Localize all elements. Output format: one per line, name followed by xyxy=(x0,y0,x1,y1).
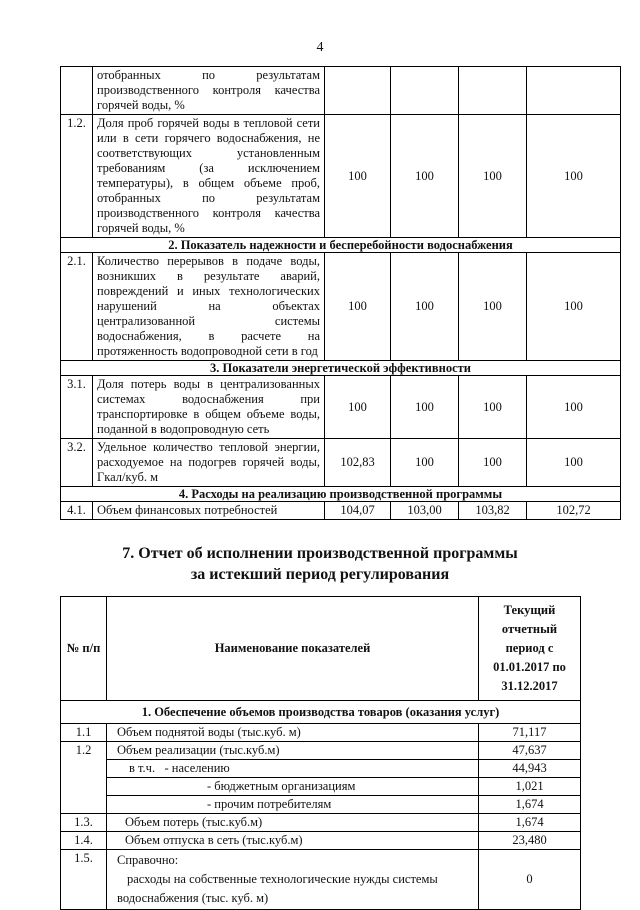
value-cell: 100 xyxy=(527,253,621,361)
value-cell: 100 xyxy=(459,376,527,439)
value-cell: 100 xyxy=(527,115,621,238)
value-cell: 100 xyxy=(325,253,391,361)
indicator-name: Доля проб горячей воды в тепловой сети или в сети горячего водоснабжения, не соответствующих установленным требованиям (за исключением температуры), в общем объеме проб, отобранных по результатам производственного контроля качества горячей воды, % xyxy=(93,115,325,238)
title-line-1: 7. Отчет об исполнении производственной программы xyxy=(122,545,518,562)
indicator-name: - бюджетным организациям xyxy=(107,778,479,796)
value-cell: 71,117 xyxy=(479,724,581,742)
indicator-name: в т.ч. - населению xyxy=(107,760,479,778)
table-row xyxy=(61,439,621,487)
report-table xyxy=(60,596,581,910)
title-line-2: за истекший период регулирования xyxy=(190,566,450,583)
value-cell: 100 xyxy=(391,439,459,487)
indicator-name: Объем потерь (тыс.куб.м) xyxy=(107,814,479,832)
column-header-name: Наименование показателей xyxy=(107,597,479,701)
indicator-name: Объем реализации (тыс.куб.м) xyxy=(107,742,479,760)
table-row xyxy=(61,850,581,910)
value-cell: 100 xyxy=(391,253,459,361)
table-row xyxy=(61,832,581,850)
indicator-name: Доля потерь воды в централизованных системах водоснабжения при транспортировке в общем объеме воды, поданной в водопроводную сеть xyxy=(93,376,325,439)
header-row xyxy=(61,597,581,701)
row-number: 1.1 xyxy=(61,724,107,742)
row-number: 1.2. xyxy=(61,115,93,238)
section-heading: 2. Показатель надежности и бесперебойности водоснабжения xyxy=(61,238,621,253)
indicator-name xyxy=(107,850,479,910)
value-cell: 100 xyxy=(325,376,391,439)
table-row xyxy=(61,814,581,832)
table-row xyxy=(61,778,581,796)
reference-label: Справочно: xyxy=(117,853,179,867)
indicator-name: Объем финансовых потребностей xyxy=(93,502,325,520)
value-cell: 100 xyxy=(527,376,621,439)
section-7-title xyxy=(0,543,640,585)
value-cell: 100 xyxy=(459,253,527,361)
value-cell: 1,674 xyxy=(479,814,581,832)
table-row xyxy=(61,760,581,778)
indicator-name: Удельное количество тепловой энергии, расходуемое на подогрев горячей воды, Гкал/куб. м xyxy=(93,439,325,487)
table-row xyxy=(61,115,621,238)
row-number: 1.2 xyxy=(61,742,107,760)
section-heading: 4. Расходы на реализацию производственной программы xyxy=(61,487,621,502)
value-cell: 102,83 xyxy=(325,439,391,487)
row-number: 1.4. xyxy=(61,832,107,850)
reference-text: расходы на собственные технологические нужды системы водоснабжения (тыс. куб. м) xyxy=(117,872,438,905)
value-cell: 44,943 xyxy=(479,760,581,778)
section-heading: 1. Обеспечение объемов производства товаров (оказания услуг) xyxy=(61,701,581,724)
value-cell: 103,82 xyxy=(459,502,527,520)
indicator-name: отобранных по результатам производственного контроля качества горячей воды, % xyxy=(93,67,325,115)
table-row xyxy=(61,253,621,361)
row-number: 1.3. xyxy=(61,814,107,832)
indicator-name: - прочим потребителям xyxy=(107,796,479,814)
column-header-number: № п/п xyxy=(61,597,107,701)
row-number: 3.1. xyxy=(61,376,93,439)
row-number: 2.1. xyxy=(61,253,93,361)
table-row xyxy=(61,724,581,742)
indicators-table xyxy=(60,66,621,520)
section-row xyxy=(61,701,581,724)
value-cell: 1,021 xyxy=(479,778,581,796)
value-cell: 100 xyxy=(391,376,459,439)
row-number: 4.1. xyxy=(61,502,93,520)
value-cell: 100 xyxy=(527,439,621,487)
table-row xyxy=(61,796,581,814)
including-prefix: в т.ч. xyxy=(129,761,156,775)
row-number: 1.5. xyxy=(61,850,107,910)
value-cell: 23,480 xyxy=(479,832,581,850)
indicator-name: Объем отпуска в сеть (тыс.куб.м) xyxy=(107,832,479,850)
page-number: 4 xyxy=(316,40,324,55)
indicator-name: Объем поднятой воды (тыс.куб. м) xyxy=(107,724,479,742)
row-number: 3.2. xyxy=(61,439,93,487)
value-cell: 100 xyxy=(459,115,527,238)
section-row xyxy=(61,238,621,253)
column-header-period: Текущий отчетный период с 01.01.2017 по 31.12.2017 xyxy=(479,597,581,701)
value-cell: 47,637 xyxy=(479,742,581,760)
value-cell: 100 xyxy=(325,115,391,238)
table-row xyxy=(61,376,621,439)
value-cell: 100 xyxy=(391,115,459,238)
value-cell: 100 xyxy=(459,439,527,487)
value-cell: 104,07 xyxy=(325,502,391,520)
section-heading: 3. Показатели энергетической эффективности xyxy=(61,361,621,376)
section-row xyxy=(61,487,621,502)
value-cell: 102,72 xyxy=(527,502,621,520)
table-row xyxy=(61,502,621,520)
value-cell: 103,00 xyxy=(391,502,459,520)
value-cell: 0 xyxy=(479,850,581,910)
indicator-name: Количество перерывов в подаче воды, возникших в результате аварий, повреждений и иных технологических нарушений на объектах централизованной системы водоснабжения, в расчете на протяженность водопроводной сети в год xyxy=(93,253,325,361)
section-row xyxy=(61,361,621,376)
table-row xyxy=(61,67,621,115)
value-cell: 1,674 xyxy=(479,796,581,814)
table-row xyxy=(61,742,581,760)
